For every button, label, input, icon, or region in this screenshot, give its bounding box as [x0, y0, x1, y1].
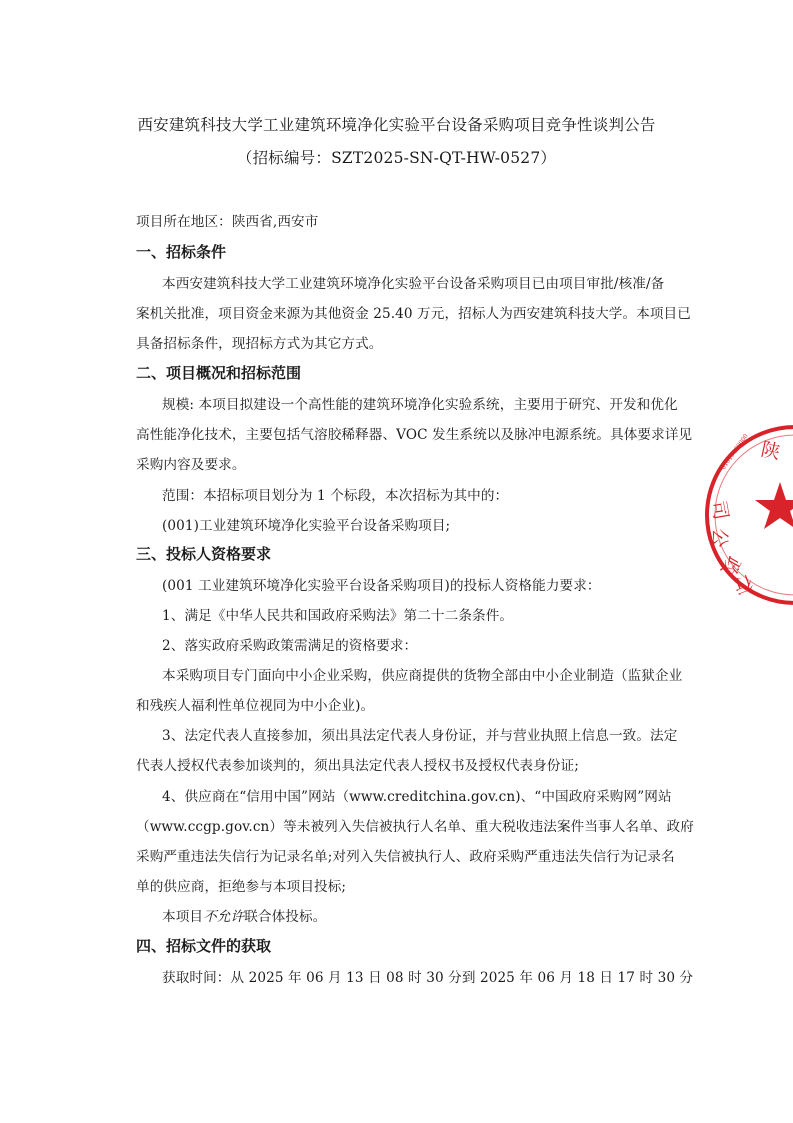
seal-char: 公 — [707, 527, 731, 549]
paragraph-line: 规模: 本项目拟建设一个高性能的建筑环境净化实验系统，主要用于研究、开发和优化 — [162, 397, 678, 413]
seal-char: 陕 — [758, 438, 783, 464]
paragraph-line-consortium — [162, 905, 326, 925]
seal-char: 政 — [716, 552, 745, 580]
section-heading-conditions: 一、招标条件 — [136, 243, 227, 261]
tender-number: （招标编号：SZT2025-SN-QT-HW-0527） — [236, 149, 557, 167]
paragraph-line: 和残疾人福利性单位视同为中小企业)。 — [136, 698, 375, 714]
paragraph-line: (001 工业建筑环境净化实验平台设备采购项目)的投标人资格能力要求： — [162, 578, 601, 594]
paragraph-line: 2、落实政府采购政策需满足的资格要求： — [162, 638, 418, 654]
paragraph-line: 案机关批准，项目资金来源为其他资金 25.40 万元，招标人为西安建筑科技大学。本项目已 — [136, 306, 691, 322]
seal-char: 司 — [707, 499, 733, 522]
paragraph-line: （www.ccgp.gov.cn）等未被列入失信被执行人名单、重大税收违法案件当事人名单、政府 — [136, 819, 694, 835]
paragraph-line: 采购内容及要求。 — [136, 457, 246, 473]
paragraph-line: 采购严重违法失信行为记录名单;对列入失信被执行人、政府采购严重违法失信行为记录名 — [136, 849, 675, 865]
paragraph-line: 高性能净化技术，主要包括气溶胶稀释器、VOC 发生系统以及脉冲电源系统。具体要求详见 — [136, 427, 693, 443]
seal-serial-number: 61010000000 — [719, 432, 750, 472]
paragraph-line: 本西安建筑科技大学工业建筑环境净化实验平台设备采购项目已由项目审批/核准/备 — [162, 276, 665, 292]
seal-char: 行 — [730, 570, 756, 598]
italic-text-run: 不允许 — [203, 909, 245, 925]
text-run: 本项目 — [162, 909, 204, 925]
paragraph-line: (001)工业建筑环境净化实验平台设备采购项目; — [162, 518, 451, 534]
paragraph-line: 获取时间：从 2025 年 06 月 13 日 08 时 30 分到 2025 年 06 月 18 日 17 时 30 分 — [162, 970, 694, 986]
seal-star-icon — [755, 482, 793, 529]
document-title: 西安建筑科技大学工业建筑环境净化实验平台设备采购项目竞争性谈判公告 — [137, 116, 656, 134]
section-heading-documents: 四、招标文件的获取 — [136, 937, 272, 955]
paragraph-line: 3、法定代表人直接参加，须出具法定代表人身份证，并与营业执照上信息一致。法定 — [162, 728, 678, 744]
paragraph-line: 范围：本招标项目划分为 1 个标段，本次招标为其中的： — [162, 488, 509, 504]
section-heading-overview: 二、项目概况和招标范围 — [136, 364, 302, 382]
paragraph-line: 具备招标条件，现招标方式为其它方式。 — [136, 336, 383, 352]
paragraph-line: 代表人授权代表参加谈判的，须出具法定代表人授权书及授权代表身份证; — [136, 758, 579, 774]
paragraph-line: 单的供应商，拒绝参与本项目投标; — [136, 879, 347, 895]
text-run: 联合体投标。 — [244, 909, 327, 925]
project-location: 项目所在地区：陕西省,西安市 — [136, 214, 319, 230]
paragraph-line: 本采购项目专门面向中小企业采购，供应商提供的货物全部由中小企业制造（监狱企业 — [162, 668, 683, 684]
section-heading-qualifications: 三、投标人资格要求 — [136, 545, 272, 563]
official-seal-stamp — [700, 420, 793, 610]
paragraph-line: 4、供应商在“信用中国”网站（www.creditchina.gov.cn)、“中国政府采购网”网站 — [162, 789, 672, 805]
paragraph-line: 1、满足《中华人民共和国政府采购法》第二十二条条件。 — [162, 608, 514, 624]
